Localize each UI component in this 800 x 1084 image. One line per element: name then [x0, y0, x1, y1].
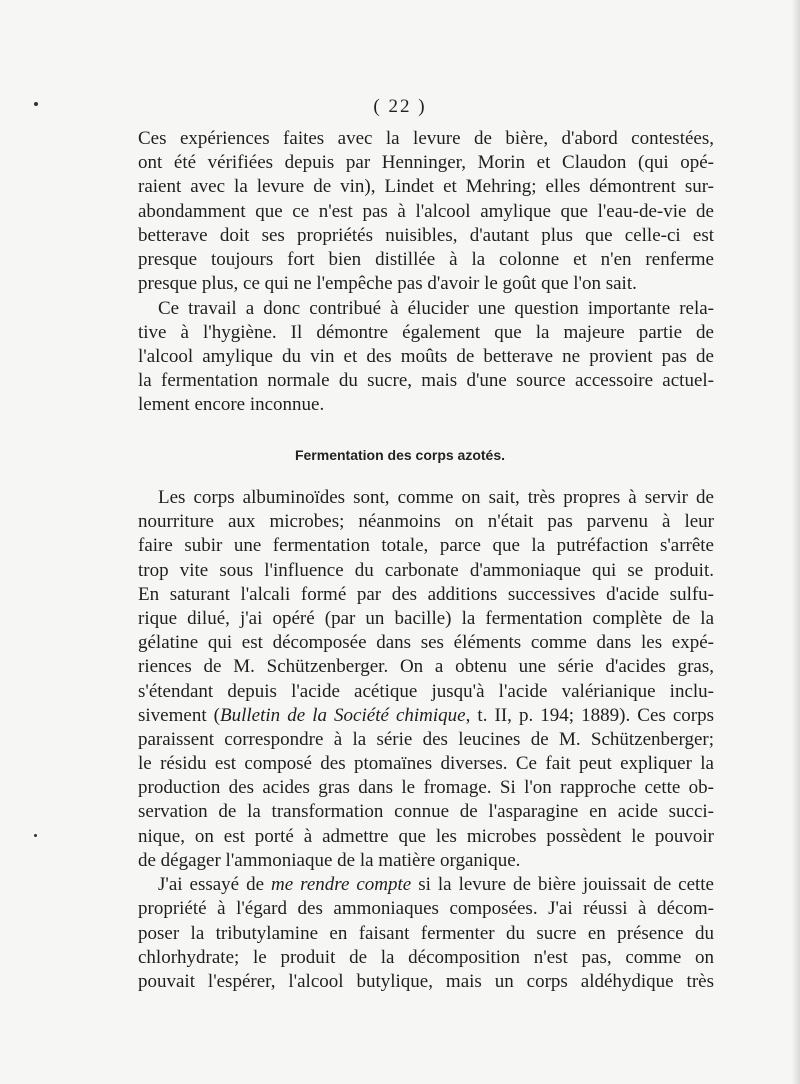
text-line: s'étendant depuis l'acide acétique jusqu'à l'acide valérianique inclu- [138, 681, 714, 702]
text-line: pouvait l'espérer, l'alcool butylique, mais un corps aldéhydique très [138, 971, 714, 992]
text-line: nique, on est porté à admettre que les microbes possèdent le pouvoir [138, 826, 714, 847]
text-run: sivement ( [138, 705, 220, 726]
text-line: betterave doit ses propriétés nuisibles, d'autant plus que celle-ci est [138, 225, 714, 246]
italic-phrase: me rendre compte [271, 874, 412, 895]
page-number: ( 22 ) [373, 96, 427, 117]
scan-edge-shadow [792, 0, 800, 1084]
text-line: tive à l'hygiène. Il démontre également que la majeure partie de [138, 322, 714, 343]
text-line: lement encore inconnue. [138, 394, 325, 415]
text-line: presque plus, ce qui ne l'empêche pas d'avoir le goût que l'on sait. [138, 273, 637, 294]
text-run: si la levure de bière jouissait de cette [411, 874, 714, 895]
text-line: ont été vérifiées depuis par Henninger, Morin et Claudon (qui opé- [138, 152, 714, 173]
text-line: abondamment que ce n'est pas à l'alcool amylique que l'eau-de-vie de [138, 201, 714, 222]
text-line: Les corps albuminoïdes sont, comme on sait, très propres à servir de [158, 487, 714, 508]
text-line: faire subir une fermentation totale, parce que la putréfaction s'arrête [138, 535, 714, 556]
scan-speck [34, 834, 37, 837]
text-line: servation de la transformation connue de l'asparagine en acide succi- [138, 801, 714, 822]
text-run: , t. II, p. 194; 1889). Ces corps [465, 705, 714, 726]
text-line: de dégager l'ammoniaque de la matière organique. [138, 850, 521, 871]
text-line: Ces expériences faites avec la levure de bière, d'abord contestées, [138, 128, 714, 149]
text-line: riences de M. Schützenberger. On a obtenu une série d'acides gras, [138, 656, 714, 677]
text-line: raient avec la levure de vin), Lindet et Mehring; elles démontrent sur- [138, 176, 714, 197]
text-line: Ce travail a donc contribué à élucider une question importante rela- [158, 298, 714, 319]
text-line: production des acides gras dans le fromage. Si l'on rapproche cette ob- [138, 777, 714, 798]
text-line: rique dilué, j'ai opéré (par un bacille) la fermentation complète de la [138, 608, 714, 629]
text-line: l'alcool amylique du vin et des moûts de betterave ne provient pas de [138, 346, 714, 367]
text-line: la fermentation normale du sucre, mais d'une source accessoire actuel- [138, 370, 714, 391]
section-heading: Fermentation des corps azotés. [294, 447, 506, 463]
text-run: J'ai essayé de [158, 874, 271, 895]
text-line: gélatine qui est décomposée dans ses éléments comme dans les expé- [138, 632, 714, 653]
text-line [158, 873, 714, 897]
text-line: trop vite sous l'influence du carbonate d'ammoniaque qui se produit. [138, 560, 714, 581]
text-line: nourriture aux microbes; néanmoins on n'était pas parvenu à leur [138, 511, 714, 532]
text-line: En saturant l'alcali formé par des additions successives d'acide sulfu- [138, 584, 714, 605]
text-line: paraissent correspondre à la série des leucines de M. Schützenberger; [138, 729, 714, 750]
text-line: propriété à l'égard des ammoniaques composées. J'ai réussi à décom- [138, 898, 714, 919]
text-line: presque toujours fort bien distillée à la colonne et n'en renferme [138, 249, 714, 270]
journal-citation: Bulletin de la Société chimique [220, 705, 466, 726]
text-line: chlorhydrate; le produit de la décomposition n'est pas, comme on [138, 947, 714, 968]
text-line [138, 704, 714, 728]
text-line: le résidu est composé des ptomaïnes diverses. Ce fait peut expliquer la [138, 753, 714, 774]
text-line: poser la tributylamine en faisant fermenter du sucre en présence du [138, 923, 714, 944]
